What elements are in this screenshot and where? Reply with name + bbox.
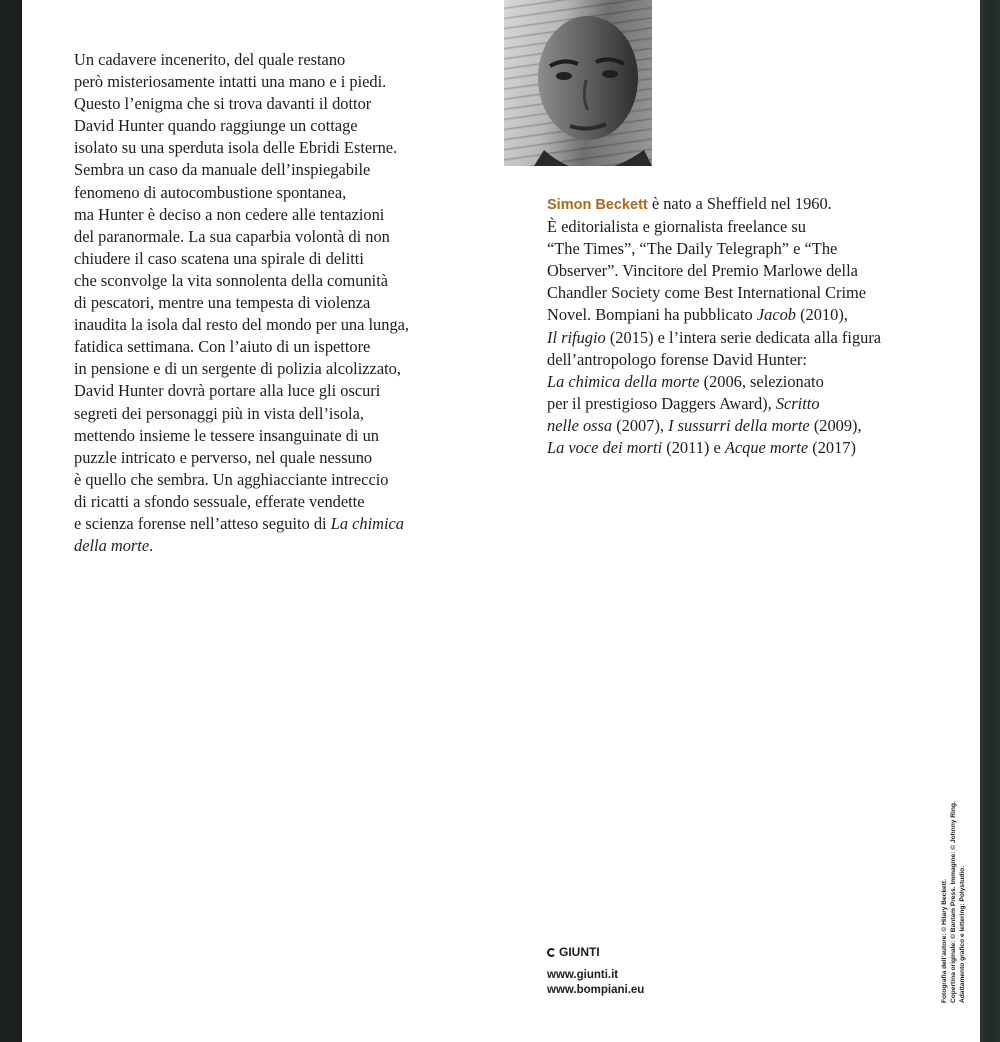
author-photo	[504, 0, 652, 166]
bio-text: (2017)	[808, 438, 856, 458]
bio-text: per il prestigioso Daggers Award),	[547, 393, 776, 413]
image-credits	[941, 801, 967, 1003]
spine-edge	[980, 0, 1000, 1042]
credit-line: Copertina originale: © Bantam Press. Immagine: © Johnny Ring.	[949, 801, 957, 1003]
publisher-logo	[547, 945, 600, 959]
publisher-links	[547, 968, 644, 998]
synopsis-book-title: La chimica della morte	[74, 513, 404, 556]
giunti-url-link[interactable]: www.giunti.it	[547, 969, 619, 981]
publisher-name: GIUNTI	[559, 945, 600, 959]
bio-text: (2006, selezionato	[699, 371, 824, 391]
synopsis-text	[74, 49, 464, 557]
bio-text: Chandler Society come Best International Crime	[547, 283, 867, 303]
bio-text: (2009),	[809, 415, 862, 435]
bompiani-url-link[interactable]: www.bompiani.eu	[547, 984, 645, 996]
book-title: Acque morte	[724, 438, 809, 458]
author-bio	[547, 193, 942, 459]
book-title: Jacob	[756, 305, 796, 325]
credit-line: Adattamento grafico e lettering: Polystudio.	[958, 865, 966, 1003]
bio-text: Novel. Bompiani ha pubblicato	[547, 305, 757, 325]
book-title: La chimica della morte	[547, 371, 700, 391]
bio-text: (2007),	[612, 415, 669, 435]
book-title: nelle ossa	[547, 415, 613, 435]
synopsis-body: Un cadavere incenerito, del quale restano però misteriosamente intatti una mano e i piedi. Questo l’enigma che si trova davanti il dottor David Hunter quando raggiunge un cottage isolato su una sperduta isola delle Ebridi Esterne. Sembra un caso da manuale dell’inspiegabile fenomeno di autocombustione spontanea, ma Hunter è deciso a non cedere alle tentazioni del paranormale. La sua caparbia volontà di non chiudere il caso scatena una spirale di delitti che sconvolge la vita sonnolenta della comunità di pescatori, mentre una tempesta di violenza inaudita la isola dal resto del mondo per una lunga, fatidica settimana. Con l’aiuto di un ispettore in pensione e di un sergente di polizia alcolizzato, David Hunter dovrà portare alla luce gli oscuri segreti dei personaggi più in vista dell’isola, mettendo insieme le tessere insanguinate di un puzzle intricato e perverso, nel quale nessuno è quello che sembra. Un agghiacciante intreccio di ricatti a sfondo sessuale, efferate vendette e scienza forense nell’atteso seguito di	[74, 50, 410, 533]
book-title: Scritto	[775, 393, 820, 413]
bio-text: è nato a Sheffield nel 1960.	[647, 194, 832, 213]
bio-text: È editorialista e giornalista freelance su	[547, 217, 806, 237]
bio-text: (2015) e l’intera serie dedicata alla figura	[605, 327, 882, 347]
author-portrait-icon	[504, 0, 652, 166]
author-name: Simon Beckett	[547, 197, 648, 213]
bio-text: (2010),	[796, 305, 848, 325]
book-title: Il rifugio	[547, 327, 606, 347]
bio-text: dell’antropologo forense David Hunter:	[547, 349, 807, 369]
book-title: I sussurri della morte	[668, 415, 810, 435]
giunti-g-icon	[547, 948, 556, 957]
bio-text: (2011) e	[662, 438, 725, 458]
synopsis-end: .	[149, 536, 154, 556]
bio-text: “The Times”, “The Daily Telegraph” e “The	[547, 239, 838, 259]
book-title: La voce dei morti	[547, 438, 663, 458]
bio-text: Observer”. Vincitore del Premio Marlowe della	[547, 261, 858, 281]
credit-line: Fotografia dell’autore: © Hilary Beckett.	[941, 879, 948, 1003]
